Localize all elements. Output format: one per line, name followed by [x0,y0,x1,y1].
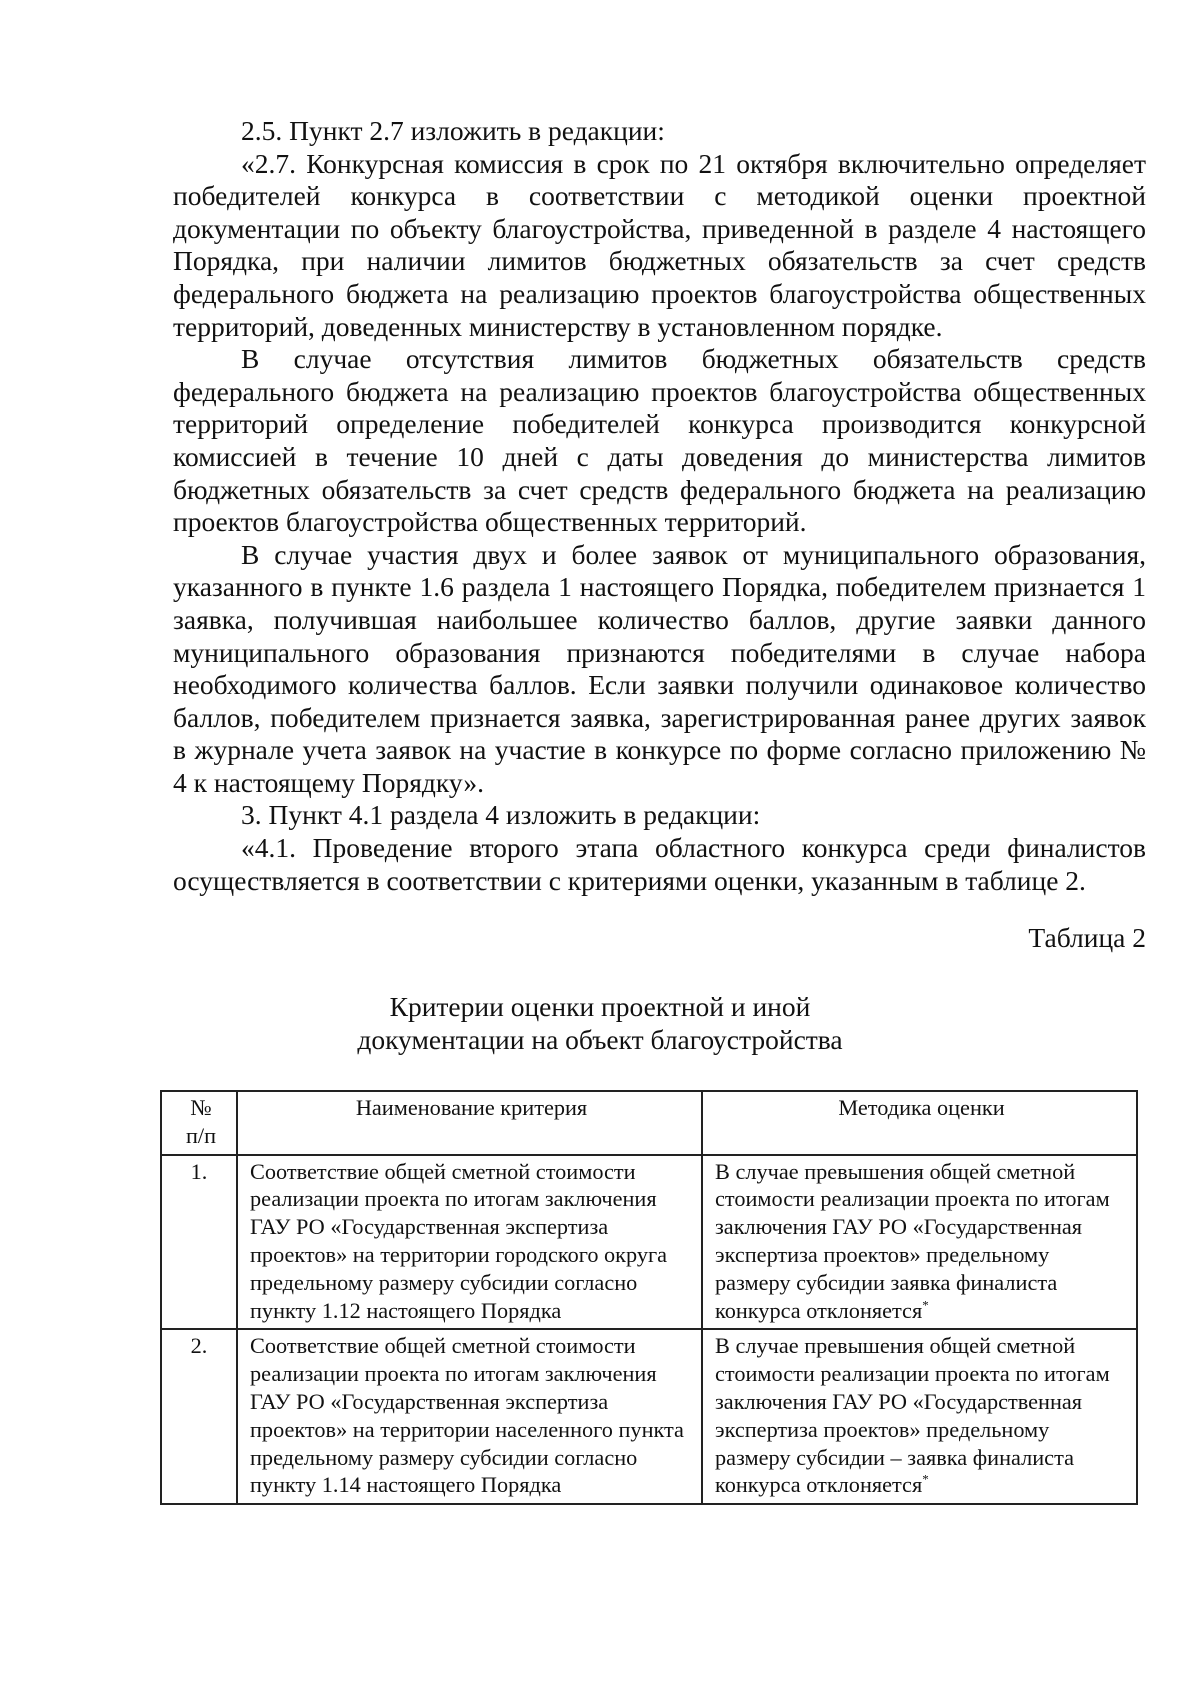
header-criterion: Наименование критерия [237,1091,702,1155]
row-criterion: Соответствие общей сметной стоимости реализации проекта по итогам заключения ГАУ РО «Государственная экспертиза проектов» на территории населенного пункта предельному размеру субсидии согласно пункту 1.14 настоящего Порядка [237,1329,702,1504]
table-label: Таблица 2 [1028,922,1146,953]
criteria-table [160,1090,1138,1505]
row-number: 2. [161,1329,237,1504]
paragraph-4-1-text: «4.1. Проведение второго этапа областного конкурса среди финалистов осуществляется в соответствии с критериями оценки, указанным в таблице 2. [173,832,1146,896]
row-method-text: В случае превышения общей сметной стоимости реализации проекта по итогам заключения ГАУ РО «Государственная экспертиза проектов» предельному размеру субсидии заявка финалиста конкурса отклоняется [715,1158,1110,1323]
row-method-text: В случае превышения общей сметной стоимости реализации проекта по итогам заключения ГАУ РО «Государственная экспертиза проектов» предельному размеру субсидии – заявка финалиста конкурса отклоняется [715,1333,1110,1498]
paragraph-2-7-text: «2.7. Конкурсная комиссия в срок по 21 октября включительно определяет победителей конкурса в соответствии с методикой оценки проектной документации по объекту благоустройства, приведенной в разделе 4 настоящего Порядка, при наличии лимитов бюджетных обязательств за счет средств федерального бюджета на реализацию проектов благоустройства общественных территорий, доведенных министерству в установленном порядке. [173,147,1146,342]
table-header-row [161,1091,1137,1155]
paragraph-3-heading: 3. Пункт 4.1 раздела 4 изложить в редакции: [241,799,761,831]
row-number: 1. [161,1155,237,1330]
table-row [161,1329,1137,1504]
paragraph-no-limits: В случае отсутствия лимитов бюджетных обязательств средств федерального бюджета на реализацию проектов благоустройства общественных территорий определение победителей конкурса производится конкурсной комиссией в течение 10 дней с даты доведения до министерства лимитов бюджетных обязательств за счет средств федерального бюджета на реализацию проектов благоустройства общественных территорий. [173,343,1146,538]
table-row [161,1155,1137,1330]
paragraph-2-5-heading: 2.5. Пункт 2.7 изложить в редакции: [241,115,665,146]
header-number-line-2: п/п [185,1122,217,1148]
row-method [702,1155,1137,1330]
header-method: Методика оценки [702,1091,1137,1155]
table-title-line-1: Критерии оценки проектной и иной [389,991,811,1022]
paragraph-multiple-applications: В случае участия двух и более заявок от муниципального образования, указанного в пункте 1.6 раздела 1 настоящего Порядка, победителем признается 1 заявка, получившая наибольшее количество баллов, другие заявки данного муниципального образования признаются победителями в случае набора необходимого количества баллов. Если заявки получили одинаковое количество баллов, победителем признается заявка, зарегистрированная ранее других заявок в журнале учета заявок на участие в конкурсе по форме согласно приложению № 4 к настоящему Порядку». [173,538,1146,798]
table-title-line-2: документации на объект благоустройства [357,1023,843,1055]
row-criterion: Соответствие общей сметной стоимости реализации проекта по итогам заключения ГАУ РО «Государственная экспертиза проектов» на территории городского округа предельному размеру субсидии согласно пункту 1.12 настоящего Порядка [237,1155,702,1330]
document-body [173,115,1146,897]
table-title [0,991,1200,1056]
row-method [702,1329,1137,1504]
footnote-marker: * [922,1297,929,1313]
header-number-line-1: № [190,1095,212,1120]
header-number [161,1091,237,1155]
footnote-marker: * [922,1471,929,1487]
